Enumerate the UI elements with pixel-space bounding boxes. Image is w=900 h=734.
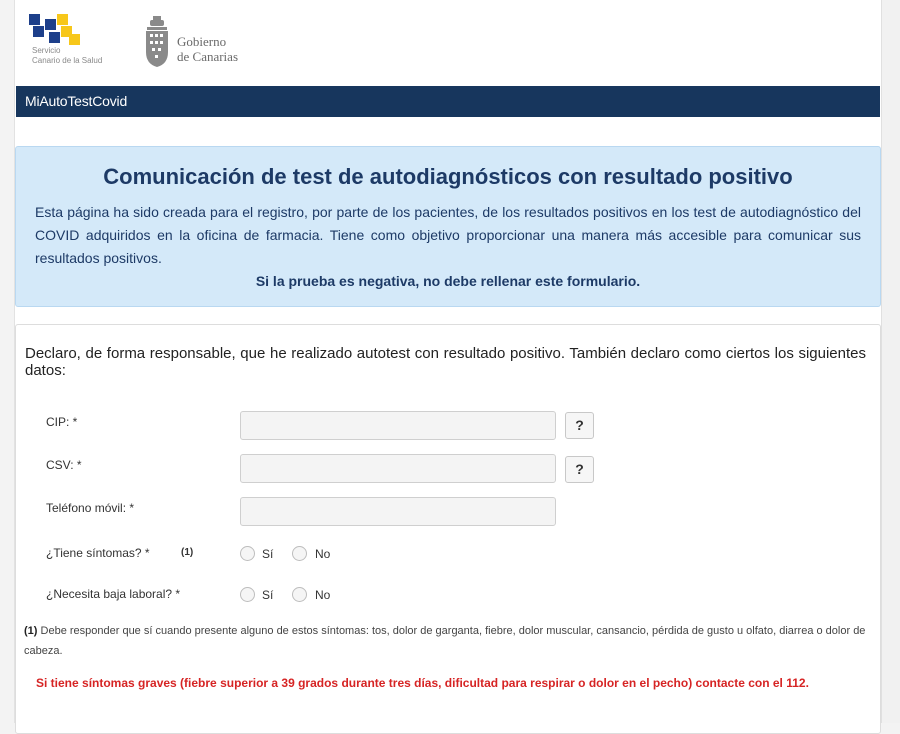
logo-square <box>49 32 60 43</box>
symptoms-yes-label[interactable]: Sí <box>262 547 274 561</box>
phone-label: Teléfono móvil: * <box>46 501 135 515</box>
servicio-canario-salud-logo <box>21 14 121 70</box>
logo-gc-line1: Gobierno <box>177 34 227 49</box>
navbar <box>16 86 880 117</box>
symptoms-yes-radio[interactable] <box>240 546 255 561</box>
cip-input[interactable] <box>240 411 556 440</box>
logo-caption <box>32 46 102 66</box>
sick-leave-yes-radio[interactable] <box>240 587 255 602</box>
cip-label: CIP: * <box>46 415 78 429</box>
logo-square <box>57 14 68 25</box>
coat-of-arms-icon <box>143 14 171 68</box>
navbar-brand[interactable]: MiAutoTestCovid <box>25 93 128 109</box>
logo-caption-line1: Servicio <box>32 46 61 55</box>
csv-label: CSV: * <box>46 458 82 472</box>
logo-square <box>33 26 44 37</box>
sick-leave-yes-label[interactable]: Sí <box>262 588 274 602</box>
info-panel <box>15 146 881 307</box>
logo-square <box>29 14 40 25</box>
severe-symptoms-warning: Si tiene síntomas graves (fiebre superior a 39 grados durante tres días, dificultad para respirar o dolor en el pecho) contacte con el 112. <box>36 676 809 690</box>
symptoms-label: ¿Tiene síntomas? * <box>46 546 150 560</box>
logo-square <box>45 19 56 30</box>
page <box>14 0 882 723</box>
sick-leave-label: ¿Necesita baja laboral? * <box>46 587 181 601</box>
scrollbar[interactable] <box>881 0 900 723</box>
logo-square <box>69 34 80 45</box>
negative-warning: Si la prueba es negativa, no debe rellenar este formulario. <box>255 273 641 289</box>
positive-result-form <box>15 324 881 734</box>
page-title: Comunicación de test de autodiagnósticos con resultado positivo <box>103 164 793 189</box>
logo-caption-line2: Canario de la Salud <box>32 56 103 65</box>
symptoms-no-radio[interactable] <box>292 546 307 561</box>
cip-help-button[interactable]: ? <box>565 412 594 439</box>
sick-leave-no-label[interactable]: No <box>315 588 331 602</box>
footnote-mark: (1) <box>24 625 38 637</box>
sick-leave-no-radio[interactable] <box>292 587 307 602</box>
gobierno-canarias-logo <box>143 14 273 70</box>
symptoms-footnote-ref: (1) <box>181 547 194 558</box>
symptoms-no-label[interactable]: No <box>315 547 331 561</box>
phone-input[interactable] <box>240 497 556 526</box>
footnote-text: Debe responder que sí cuando presente alguno de estos síntomas: tos, dolor de garganta, fiebre, dolor muscular, cansancio, pérdida de gusto u olfato, diarrea o dolor de cabeza. <box>24 625 866 657</box>
logo-gc-text <box>177 34 238 64</box>
logo-gc-line2: de Canarias <box>177 49 239 64</box>
symptoms-footnote <box>24 621 870 661</box>
csv-input[interactable] <box>240 454 556 483</box>
declaration-text: Declaro, de forma responsable, que he realizado autotest con resultado positivo. También declaro como ciertos los siguientes datos: <box>25 345 866 379</box>
csv-help-button[interactable]: ? <box>565 456 594 483</box>
info-description: Esta página ha sido creada para el registro, por parte de los pacientes, de los resultados positivos en los test de autodiagnóstico del COVID adquiridos en la oficina de farmacia. Tiene como objetivo proporcionar una manera más accesible para comunicar sus resultados positivos. <box>35 204 861 266</box>
